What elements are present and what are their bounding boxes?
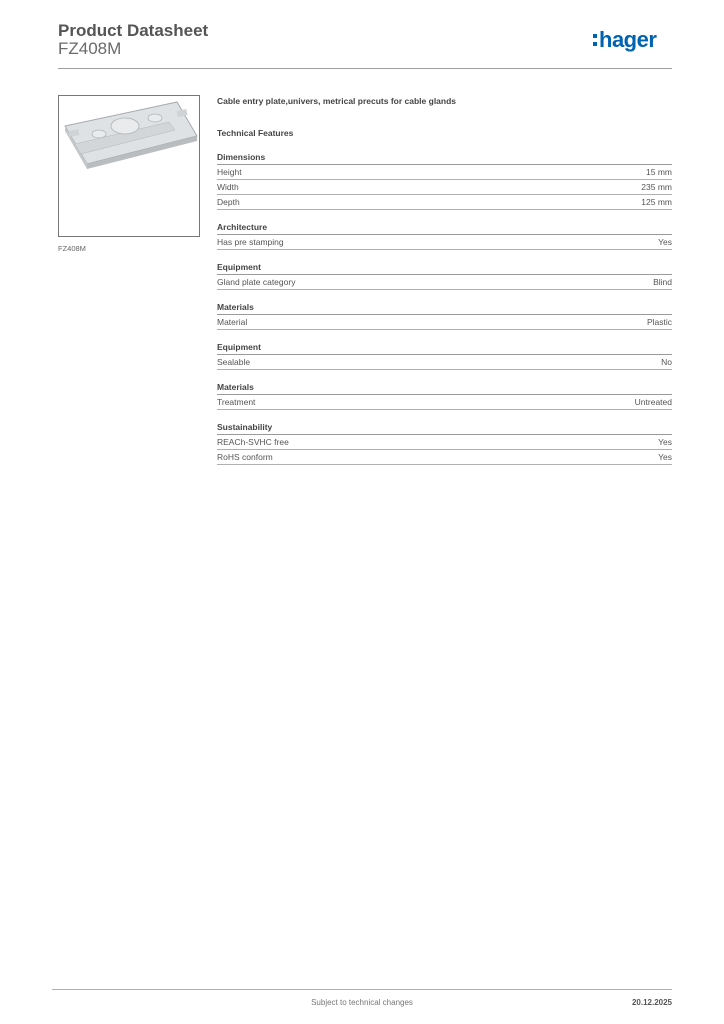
footer-divider [52,989,672,990]
feature-group [217,300,672,330]
spec-row [217,235,672,250]
spec-label: REACh-SVHC free [217,437,289,447]
spec-value: Blind [653,277,672,287]
spec-value: 235 mm [641,182,672,192]
spec-label: Depth [217,197,240,207]
spec-label: Sealable [217,357,251,367]
spec-value: 125 mm [641,197,672,207]
feature-group [217,260,672,290]
feature-group [217,380,672,410]
spec-row [217,315,672,330]
spec-content [217,92,672,465]
spec-value: 15 mm [646,167,672,177]
spec-label: Has pre stamping [217,237,284,247]
spec-value: No [661,357,672,367]
spec-label: Height [217,167,242,177]
footer-date: 20.12.2025 [631,998,672,1007]
spec-value: Yes [658,452,672,462]
group-title: Architecture [217,220,672,235]
footer-note: Subject to technical changes [311,998,413,1007]
product-reference: FZ408M [58,39,122,58]
spec-row [217,275,672,290]
header-divider [58,68,672,69]
spec-value: Untreated [634,397,672,407]
spec-value: Plastic [646,317,672,327]
group-title: Equipment [217,340,672,355]
feature-groups [217,150,672,465]
spec-row [217,195,672,210]
spec-row [217,435,672,450]
spec-label: RoHS conform [217,452,273,462]
spec-label: Gland plate category [217,277,296,287]
product-image [58,95,200,237]
spec-row [217,450,672,465]
spec-row [217,180,672,195]
feature-group [217,420,672,465]
feature-group [217,340,672,370]
image-caption: FZ408M [58,244,86,253]
spec-row [217,165,672,180]
hager-logo [593,25,673,57]
brand-wordmark: hager [599,27,657,52]
spec-label: Width [217,182,239,192]
feature-group [217,220,672,250]
spec-value: Yes [658,437,672,447]
group-title: Dimensions [217,150,672,165]
group-title: Materials [217,300,672,315]
group-title: Sustainability [217,420,672,435]
group-title: Equipment [217,260,672,275]
spec-label: Treatment [217,397,256,407]
product-description: Cable entry plate,univers, metrical precuts for cable glands [217,96,457,106]
spec-value: Yes [658,237,672,247]
group-title: Materials [217,380,672,395]
feature-group [217,150,672,210]
page-title: Product Datasheet [58,21,209,40]
spec-label: Material [217,317,248,327]
spec-row [217,395,672,410]
spec-row [217,355,672,370]
features-heading: Technical Features [217,128,294,138]
